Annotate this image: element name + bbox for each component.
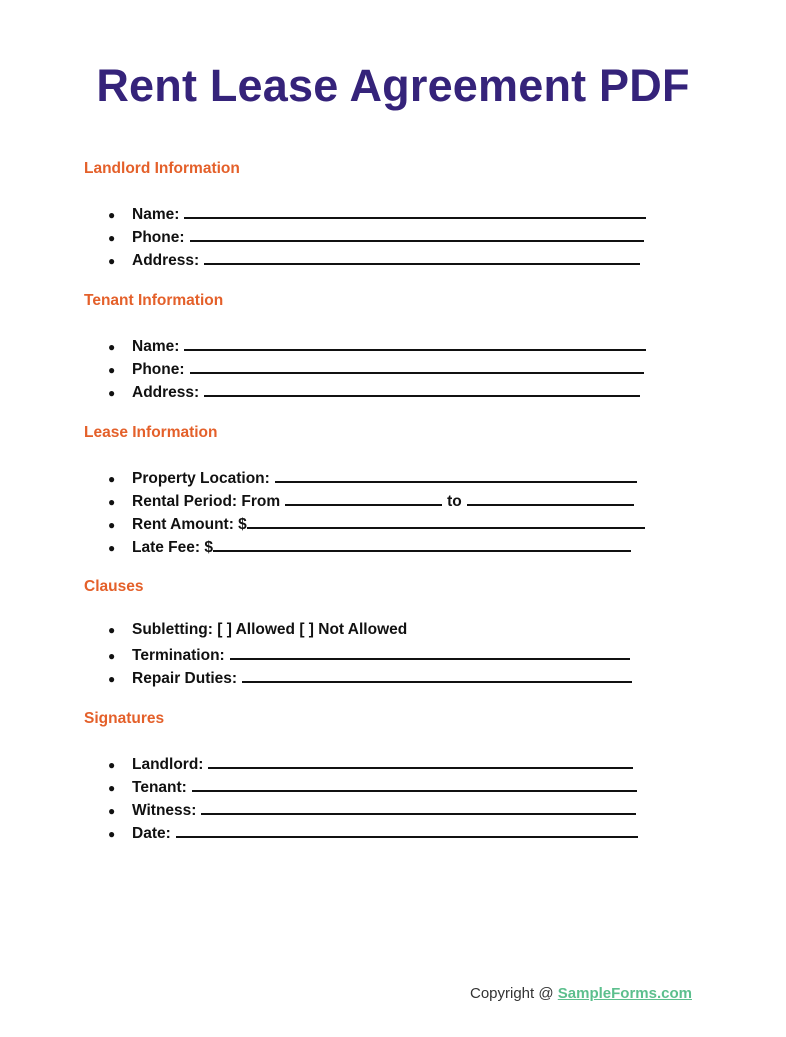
field-label: Phone: <box>132 361 185 378</box>
footer-copyright <box>470 985 692 1002</box>
tenant-address-input-line[interactable] <box>204 381 640 397</box>
section-heading-clauses: Clauses <box>84 578 144 595</box>
field-label: Address: <box>132 384 200 401</box>
field-label: Termination: <box>132 647 225 664</box>
landlord-name-input-line[interactable] <box>184 203 646 219</box>
bullet-icon: ● <box>108 208 116 222</box>
field-label: Witness: <box>132 802 197 819</box>
document-title: Rent Lease Agreement PDF <box>96 60 690 111</box>
landlord-address-input-line[interactable] <box>204 249 640 265</box>
bullet-icon: ● <box>108 541 116 555</box>
section-heading-landlord: Landlord Information <box>84 160 240 177</box>
field-rent-amount <box>108 513 645 533</box>
bullet-icon: ● <box>108 495 116 509</box>
bullet-icon: ● <box>108 623 116 637</box>
bullet-icon: ● <box>108 472 116 486</box>
bullet-icon: ● <box>108 758 116 772</box>
date-input-line[interactable] <box>176 822 638 838</box>
bullet-icon: ● <box>108 649 116 663</box>
field-subletting <box>108 621 407 641</box>
bullet-icon: ● <box>108 231 116 245</box>
field-label: Late Fee: $ <box>132 539 213 556</box>
section-heading-tenant: Tenant Information <box>84 292 224 309</box>
rent-amount-input-line[interactable] <box>247 513 645 529</box>
field-label[interactable]: Subletting: [ ] Allowed [ ] Not Allowed <box>132 621 408 638</box>
field-property-location <box>108 467 637 487</box>
field-label: Date: <box>132 825 171 842</box>
field-termination <box>108 644 630 664</box>
field-date <box>108 822 638 842</box>
field-label: Rental Period: From <box>132 493 281 510</box>
tenant-name-input-line[interactable] <box>184 335 646 351</box>
field-landlord-name <box>108 203 646 223</box>
field-tenant-signature <box>108 776 637 796</box>
field-tenant-address <box>108 381 640 401</box>
field-landlord-phone <box>108 226 644 246</box>
landlord-phone-input-line[interactable] <box>190 226 644 242</box>
field-label: Property Location: <box>132 470 270 487</box>
bullet-icon: ● <box>108 254 116 268</box>
field-tenant-phone <box>108 358 644 378</box>
section-heading-signatures: Signatures <box>84 710 165 727</box>
property-location-input-line[interactable] <box>275 467 637 483</box>
sampleforms-link[interactable]: SampleForms.com <box>557 985 692 1002</box>
late-fee-input-line[interactable] <box>213 536 631 552</box>
field-label: Phone: <box>132 229 185 246</box>
copyright-text: Copyright @ <box>470 985 558 1002</box>
bullet-icon: ● <box>108 518 116 532</box>
tenant-signature-input-line[interactable] <box>192 776 637 792</box>
field-witness-signature <box>108 799 636 819</box>
field-label: Repair Duties: <box>132 670 238 687</box>
field-repair-duties <box>108 667 632 687</box>
bullet-icon: ● <box>108 781 116 795</box>
bullet-icon: ● <box>108 827 116 841</box>
bullet-icon: ● <box>108 340 116 354</box>
field-landlord-address <box>108 249 640 269</box>
field-label: Landlord: <box>132 756 204 773</box>
field-rental-period <box>108 490 634 510</box>
field-label: Name: <box>132 206 180 223</box>
field-label: Rent Amount: $ <box>132 516 247 533</box>
bullet-icon: ● <box>108 672 116 686</box>
field-label: Tenant: <box>132 779 187 796</box>
landlord-signature-input-line[interactable] <box>208 753 633 769</box>
bullet-icon: ● <box>108 386 116 400</box>
tenant-phone-input-line[interactable] <box>190 358 644 374</box>
field-label-to: to <box>447 493 462 510</box>
rental-period-from-input-line[interactable] <box>285 490 442 506</box>
field-label: Name: <box>132 338 180 355</box>
bullet-icon: ● <box>108 363 116 377</box>
repair-duties-input-line[interactable] <box>242 667 632 683</box>
termination-input-line[interactable] <box>230 644 630 660</box>
witness-signature-input-line[interactable] <box>201 799 636 815</box>
section-heading-lease: Lease Information <box>84 424 218 441</box>
bullet-icon: ● <box>108 804 116 818</box>
field-tenant-name <box>108 335 646 355</box>
field-landlord-signature <box>108 753 633 773</box>
field-late-fee <box>108 536 631 556</box>
rental-period-to-input-line[interactable] <box>467 490 634 506</box>
field-label: Address: <box>132 252 200 269</box>
